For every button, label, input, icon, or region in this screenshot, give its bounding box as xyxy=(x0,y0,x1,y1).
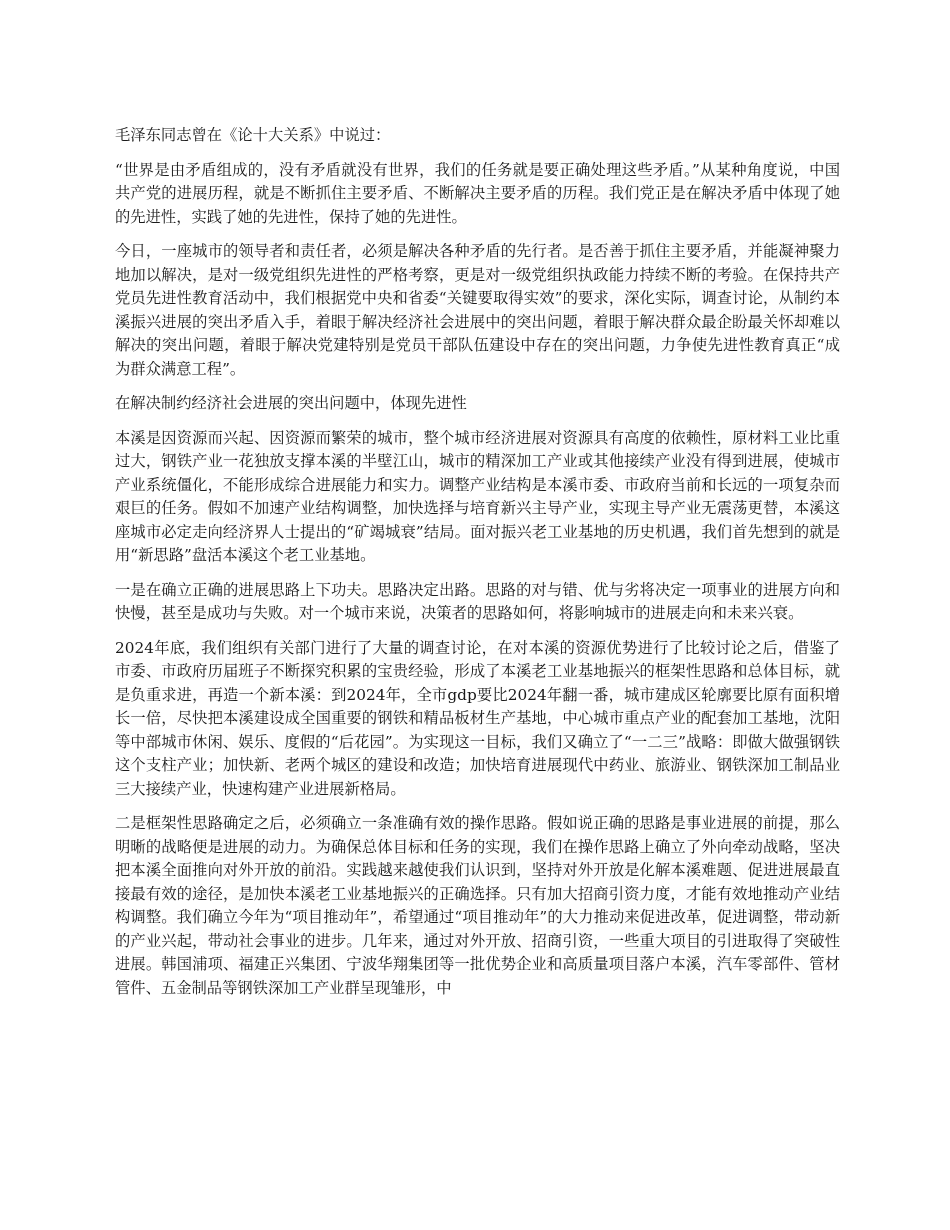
paragraph-contradiction-quote: “世界是由矛盾组成的，没有矛盾就没有世界，我们的任务就是要正确处理这些矛盾。”从某种角度说，中国共产党的进展历程，就是不断抓住主要矛盾、不断解决主要矛盾的历程。我们党正是在解决矛盾中体现了她的先进性，实践了她的先进性，保持了她的先进性。 xyxy=(115,160,840,226)
paragraph-point-two: 二是框架性思路确定之后，必须确立一条准确有效的操作思路。假如说正确的思路是事业进展的前提，那么明晰的战略便是进展的动力。为确保总体目标和任务的实现，我们在操作思路上确立了外向牵动战略，坚决把本溪全面推向对外开放的前沿。实践越来越使我们认识到，坚持对外开放是化解本溪难题、促进进展最直接最有效的途径，是加快本溪老工业基地振兴的正确选择。只有加大招商引资力度，才能有效地推动产业结构调整。我们确立今年为“项目推动年”，希望通过“项目推动年”的大力推动来促进改革，促进调整，带动新的产业兴起，带动社会事业的进步。几年来，通过对外开放、招商引资，一些重大项目的引进取得了突破性进展。韩国浦项、福建正兴集团、宁波华翔集团等一批优势企业和高质量项目落户本溪，汽车零部件、管材管件、五金制品等钢铁深加工产业群呈现雏形，中 xyxy=(115,814,840,997)
paragraph-benxi-resources: 本溪是因资源而兴起、因资源而繁荣的城市，整个城市经济进展对资源具有高度的依赖性，原材料工业比重过大，钢铁产业一花独放支撑本溪的半壁江山，城市的精深加工产业或其他接续产业没有得到进展，使城市产业系统僵化，不能形成综合进展能力和实力。调整产业结构是本溪市委、市政府当前和长远的一项复杂而艰巨的任务。假如不加速产业结构调整，加快选择与培育新兴主导产业，实现主导产业无震荡更替，本溪这座城市必定走向经济界人士提出的“矿竭城衰”结局。面对振兴老工业基地的历史机遇，我们首先想到的就是用“新思路”盘活本溪这个老工业基地。 xyxy=(115,428,840,564)
paragraph-city-leaders: 今日，一座城市的领导者和责任者，必须是解决各种矛盾的先行者。是否善于抓住主要矛盾，并能凝神聚力地加以解决，是对一级党组织先进性的严格考察，更是对一级党组织执政能力持续不断的考验。在保持共产党员先进性教育活动中，我们根据党中央和省委“关键要取得实效”的要求，深化实际，调查讨论，从制约本溪振兴进展的突出矛盾入手，着眼于解决经济社会进展中的突出问题，着眼于解决群众最企盼最关怀却难以解决的突出问题，着眼于解决党建特别是党员干部队伍建设中存在的突出问题，力争使先进性教育真正“成为群众满意工程”。 xyxy=(115,242,840,378)
document-body xyxy=(115,124,840,1011)
section-heading: 在解决制约经济社会进展的突出问题中，体现先进性 xyxy=(115,394,467,412)
paragraph-point-one: 一是在确立正确的进展思路上下功夫。思路决定出路。思路的对与错、优与劣将决定一项事业的进展方向和快慢，甚至是成功与失败。对一个城市来说，决策者的思路如何，将影响城市的进展走向和未来兴衰。 xyxy=(115,580,840,622)
paragraph-quote-intro: 毛泽东同志曾在《论十大关系》中说过： xyxy=(115,126,391,144)
paragraph-2024-plan: 2024年底，我们组织有关部门进行了大量的调查讨论，在对本溪的资源优势进行了比较讨论之后，借鉴了市委、市政府历届班子不断探究积累的宝贵经验，形成了本溪老工业基地振兴的框架性思路和总体目标，就是负重求进，再造一个新本溪：到2024年，全市gdp要比2024年翻一番，城市建成区轮廓要比原有面积增长一倍，尽快把本溪建设成全国重要的钢铁和精品板材生产基地，中心城市重点产业的配套加工基地，沈阳等中部城市休闲、娱乐、度假的“后花园”。为实现这一目标，我们又确立了“一二三”战略：即做大做强钢铁这个支柱产业；加快新、老两个城区的建设和改造；加快培育进展现代中药业、旅游业、钢铁深加工制品业三大接续产业，快速构建产业进展新格局。 xyxy=(115,638,840,798)
